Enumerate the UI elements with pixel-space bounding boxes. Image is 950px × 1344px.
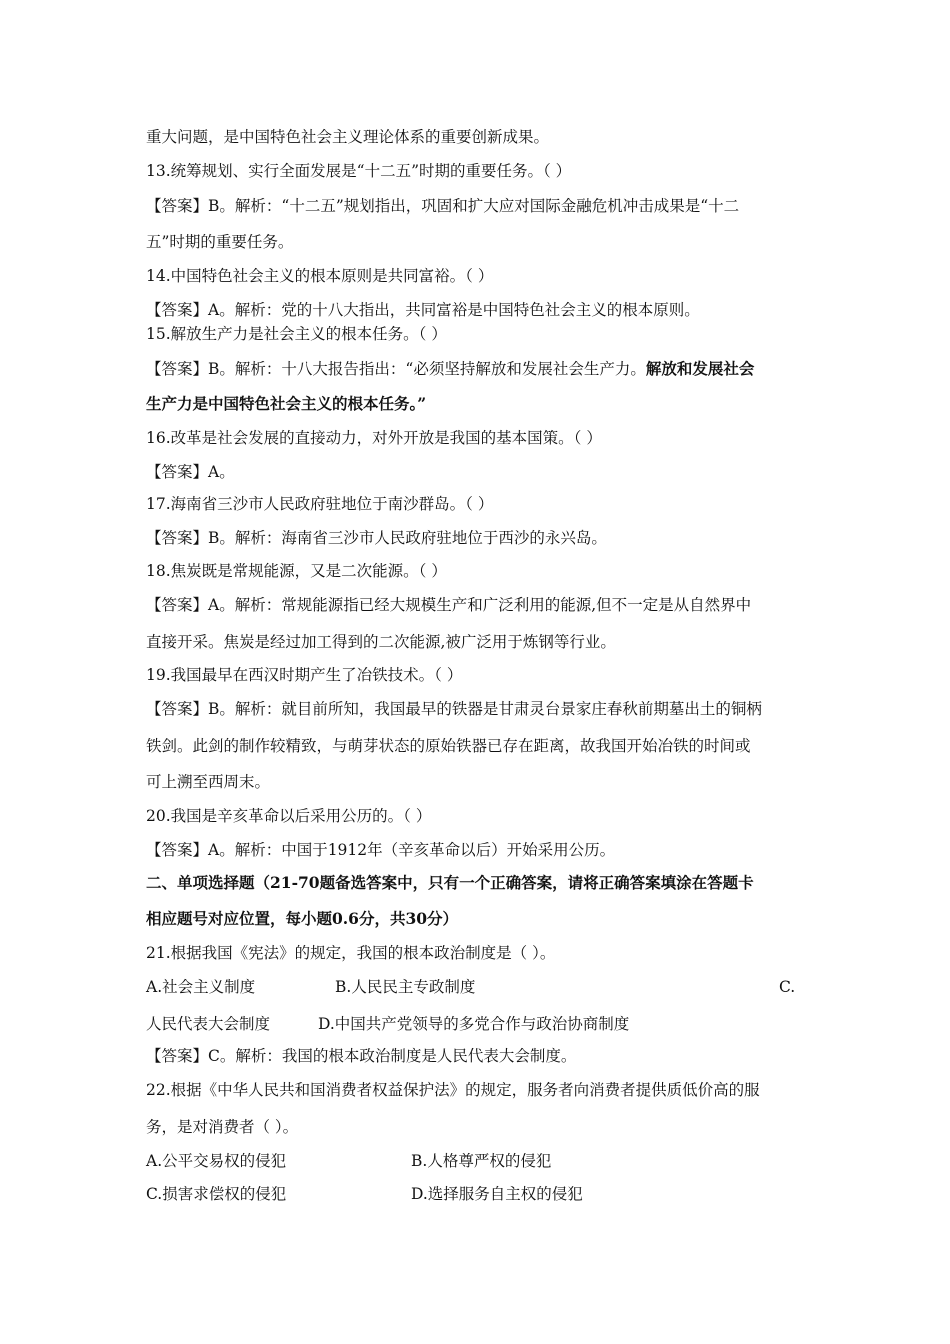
answer-15 — [146, 359, 754, 379]
question-21: 21.根据我国《宪法》的规定，我国的根本政治制度是（ ）。 — [146, 944, 556, 962]
answer-15-bold: 解放和发展社会 — [645, 359, 755, 378]
answer-19-cont: 铁剑。此剑的制作较精致，与萌芽状态的原始铁器已存在距离，故我国开始冶铁的时间或 — [146, 737, 751, 755]
answer-13-cont: 五”时期的重要任务。 — [146, 233, 294, 251]
q21-option-c-label: C. — [779, 978, 796, 996]
question-19: 19.我国最早在西汉时期产生了冶铁技术。（ ） — [146, 666, 463, 684]
question-14: 14.中国特色社会主义的根本原则是共同富裕。（ ） — [146, 267, 494, 285]
question-20: 20.我国是辛亥革命以后采用公历的。（ ） — [146, 807, 432, 825]
answer-13: 【答案】B。解析：“十二五”规划指出，巩固和扩大应对国际金融危机冲击成果是“十二 — [146, 197, 740, 215]
question-16: 16.改革是社会发展的直接动力，对外开放是我国的基本国策。（ ） — [146, 429, 602, 447]
q21-option-a: A.社会主义制度 — [146, 978, 256, 996]
question-22: 22.根据《中华人民共和国消费者权益保护法》的规定，服务者向消费者提供质低价高的服 — [146, 1081, 760, 1099]
answer-16: 【答案】A。 — [146, 463, 235, 481]
question-15: 15.解放生产力是社会主义的根本任务。（ ） — [146, 325, 447, 343]
section-heading: 二、单项选择题（21-70题备选答案中，只有一个正确答案，请将正确答案填涂在答题卡 — [146, 873, 754, 892]
answer-19: 【答案】B。解析：就目前所知，我国最早的铁器是甘肃灵台景家庄春秋前期墓出土的铜柄 — [146, 700, 762, 718]
answer-15-normal: 【答案】B。解析：十八大报告指出：“必须坚持解放和发展社会生产力。 — [146, 360, 646, 378]
answer-15-cont: 生产力是中国特色社会主义的根本任务。” — [146, 394, 427, 413]
question-13: 13.统筹规划、实行全面发展是“十二五”时期的重要任务。（ ） — [146, 162, 572, 180]
text-line: 重大问题，是中国特色社会主义理论体系的重要创新成果。 — [146, 128, 550, 146]
section-heading-cont: 相应题号对应位置，每小题0.6分，共30分） — [146, 909, 459, 928]
q21-option-d: D.中国共产党领导的多党合作与政治协商制度 — [318, 1015, 630, 1033]
q22-option-d: D.选择服务自主权的侵犯 — [411, 1185, 583, 1203]
answer-18: 【答案】A。解析：常规能源指已经大规模生产和广泛利用的能源,但不一定是从自然界中 — [146, 596, 752, 614]
question-22-cont: 务，是对消费者（ ）。 — [146, 1118, 299, 1136]
q22-option-c: C.损害求偿权的侵犯 — [146, 1185, 287, 1203]
question-18: 18.焦炭既是常规能源，又是二次能源。（ ） — [146, 562, 447, 580]
answer-14: 【答案】A。解析：党的十八大指出，共同富裕是中国特色社会主义的根本原则。 — [146, 301, 700, 319]
answer-18-cont: 直接开采。焦炭是经过加工得到的二次能源,被广泛用于炼钢等行业。 — [146, 633, 616, 651]
answer-17: 【答案】B。解析：海南省三沙市人民政府驻地位于西沙的永兴岛。 — [146, 529, 607, 547]
answer-19-cont2: 可上溯至西周末。 — [146, 773, 271, 791]
answer-20: 【答案】A。解析：中国于1912年（辛亥革命以后）开始采用公历。 — [146, 841, 616, 859]
answer-21: 【答案】C。解析：我国的根本政治制度是人民代表大会制度。 — [146, 1047, 577, 1065]
q22-option-b: B.人格尊严权的侵犯 — [411, 1152, 552, 1170]
question-17: 17.海南省三沙市人民政府驻地位于南沙群岛。（ ） — [146, 495, 494, 513]
q21-option-b: B.人民民主专政制度 — [335, 978, 476, 996]
q21-option-c-text: 人民代表大会制度 — [146, 1015, 271, 1033]
q22-option-a: A.公平交易权的侵犯 — [146, 1152, 287, 1170]
